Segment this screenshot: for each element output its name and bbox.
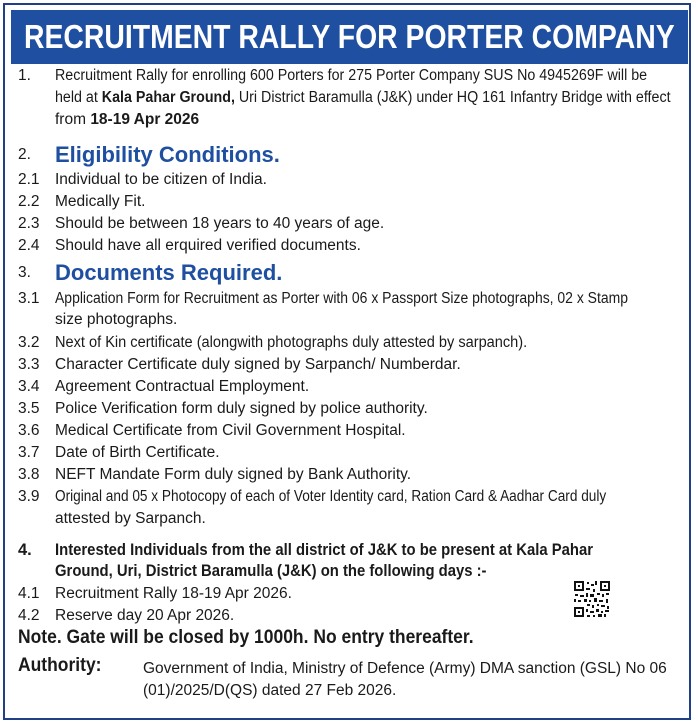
venue-bold: Kala Pahar Ground,: [101, 89, 235, 106]
qr-code-icon: [573, 580, 611, 618]
item-text: held at Kala Pahar Ground, Uri District Baramulla (J&K) under HQ 161 Infantry Bridge with effect: [55, 89, 671, 106]
authority-line-1: Government of India, Ministry of Defence (Army) DMA sanction (GSL) No 06: [143, 660, 667, 677]
item-text: Recruitment Rally for enrolling 600 Porters for 275 Porter Company SUS No 4945269F will be: [55, 67, 648, 84]
section-heading: Documents Required.: [55, 260, 283, 285]
section-heading: Eligibility Conditions.: [55, 142, 280, 167]
section-number: 3.: [18, 264, 31, 281]
item-text: from 18-19 Apr 2026: [55, 111, 200, 128]
title-banner: [11, 10, 688, 64]
item-number: 1.: [18, 67, 31, 84]
page-title: RECRUITMENT RALLY FOR PORTER COMPANY: [24, 18, 675, 55]
section-number: 4.: [18, 541, 32, 559]
gate-note: Note. Gate will be closed by 1000h. No entry thereafter.: [18, 627, 474, 648]
authority-line-2: (01)/2025/D(QS) dated 27 Feb 2026.: [143, 682, 397, 699]
date-bold: 18-19 Apr 2026: [90, 111, 200, 128]
section-number: 2.: [18, 146, 31, 163]
authority-label: Authority:: [18, 655, 102, 676]
